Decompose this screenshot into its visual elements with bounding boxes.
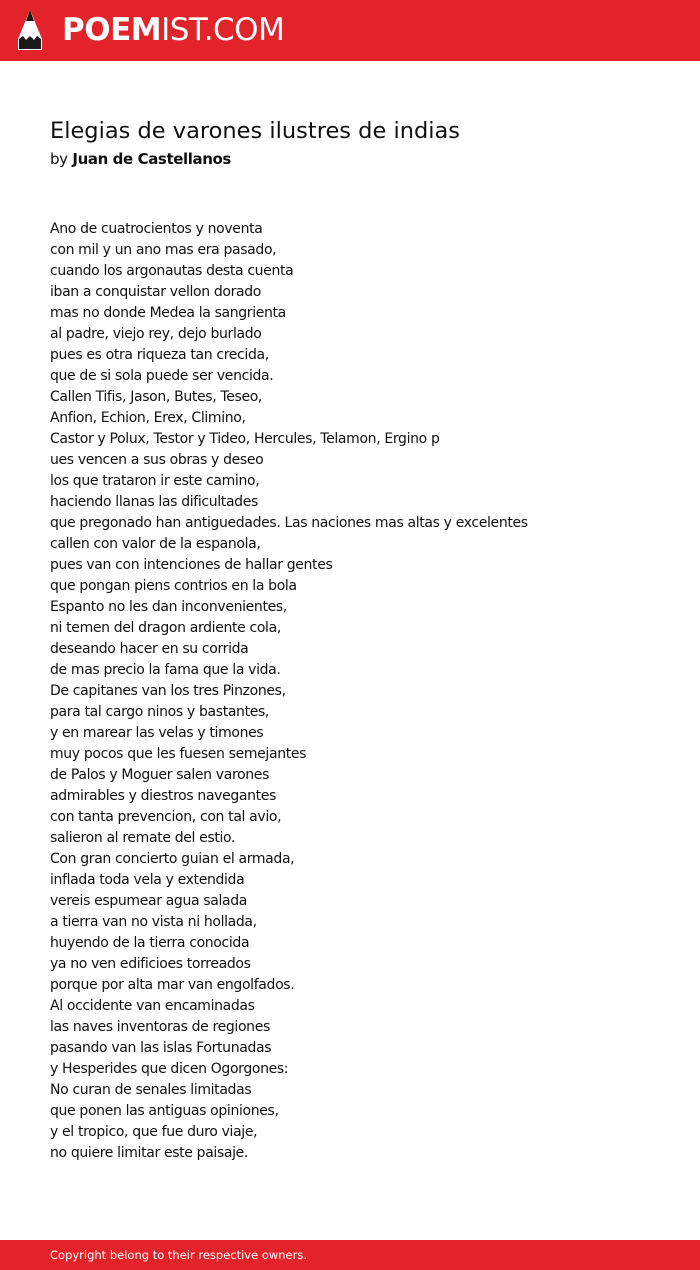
poem-line: las naves inventoras de regiones [50, 1019, 270, 1035]
pencil-tip-icon[interactable] [17, 9, 43, 51]
poem-line: que pongan piens contrios en la bola [50, 578, 297, 594]
poem-line: No curan de senales limitadas [50, 1082, 252, 1098]
poem-line: vereis espumear agua salada [50, 893, 248, 909]
poem-line: ni temen del dragon ardiente cola, [50, 620, 281, 636]
by-label: by [50, 150, 68, 168]
poem-line: Espanto no les dan inconvenientes, [50, 599, 287, 615]
poem-line: huyendo de la tierra conocida [50, 935, 250, 951]
poem-title: Elegias de varones ilustres de indias [50, 118, 460, 144]
poem-line: con mil y un ano mas era pasado, [50, 242, 277, 258]
author-name: Juan de Castellanos [72, 150, 231, 168]
poem-line: que ponen las antiguas opiniones, [50, 1103, 279, 1119]
site-footer [0, 1240, 700, 1270]
poem-line: Castor y Polux, Testor y Tideo, Hercules, Telamon, Ergino p [50, 431, 440, 447]
poem-line: y Hesperides que dicen Ogorgones: [50, 1061, 289, 1077]
poem-line: deseando hacer en su corrida [50, 641, 249, 657]
poem-line: pasando van las islas Fortunadas [50, 1040, 272, 1056]
poem-line: al padre, viejo rey, dejo burlado [50, 326, 262, 342]
poem-line: muy pocos que les fuesen semejantes [50, 746, 307, 762]
poem-line: iban a conquistar vellon dorado [50, 284, 262, 300]
poem-line: Ano de cuatrocientos y noventa [50, 221, 263, 237]
site-header [0, 0, 700, 61]
poem-line: de mas precio la fama que la vida. [50, 662, 281, 678]
poem-line: y en marear las velas y timones [50, 725, 264, 741]
byline [50, 148, 231, 170]
logo-wordmark-light: IST.COM [161, 12, 285, 48]
copyright-text: Copyright belong to their respective owners. [50, 1248, 308, 1262]
poem-line: haciendo llanas las dificultades [50, 494, 258, 510]
poem-line: que de si sola puede ser vencida. [50, 368, 274, 384]
poem-line: callen con valor de la espanola, [50, 536, 261, 552]
poem-line: cuando los argonautas desta cuenta [50, 263, 294, 279]
poem-line: que pregonado han antiguedades. Las naciones mas altas y excelentes [50, 515, 528, 531]
poem-line: mas no donde Medea la sangrienta [50, 305, 286, 321]
poem-line: y el tropico, que fue duro viaje, [50, 1124, 258, 1140]
poem-line: pues van con intenciones de hallar gentes [50, 557, 333, 573]
poem-line: ues vencen a sus obras y deseo [50, 452, 264, 468]
poem-line: a tierra van no vista ni hollada, [50, 914, 257, 930]
poem-line: de Palos y Moguer salen varones [50, 767, 270, 783]
poem-line: Callen Tifis, Jason, Butes, Teseo, [50, 389, 263, 405]
poem-line: Anfion, Echion, Erex, Climino, [50, 410, 246, 426]
poem-line: inflada toda vela y extendida [50, 872, 245, 888]
poem-line: Con gran concierto guian el armada, [50, 851, 295, 867]
poem-line: los que trataron ir este camino, [50, 473, 260, 489]
poem-line: pues es otra riqueza tan crecida, [50, 347, 269, 363]
poem-line: para tal cargo ninos y bastantes, [50, 704, 270, 720]
poem-line: admirables y diestros navegantes [50, 788, 277, 804]
poem-line: De capitanes van los tres Pinzones, [50, 683, 286, 699]
poem-line: con tanta prevencion, con tal avio, [50, 809, 282, 825]
site-logo[interactable] [62, 11, 284, 49]
poem-line: no quiere limitar este paisaje. [50, 1145, 249, 1161]
logo-wordmark-strong: POEM [62, 12, 162, 48]
poem-line: Al occidente van encaminadas [50, 998, 255, 1014]
poem-body [50, 219, 528, 1164]
poem-line: salieron al remate del estio. [50, 830, 236, 846]
poem-line: porque por alta mar van engolfados. [50, 977, 295, 993]
poem-line: ya no ven edificioes torreados [50, 956, 251, 972]
